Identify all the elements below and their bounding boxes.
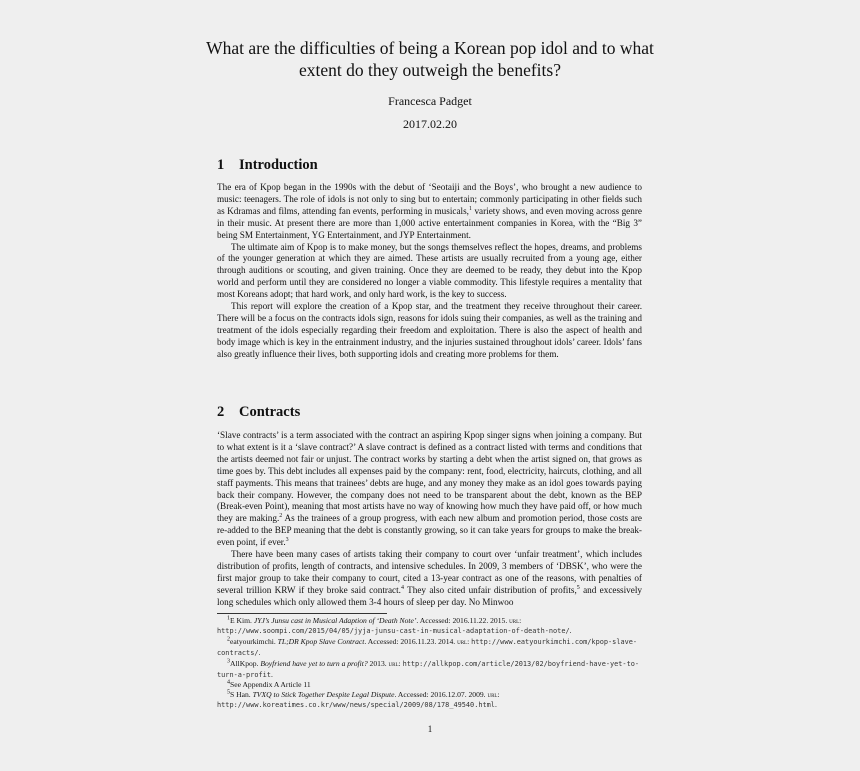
footnote-number: 2 (227, 636, 230, 643)
text-run: eatyourkimchi. (230, 636, 278, 646)
text-run: . (270, 669, 273, 679)
text-run: S Han. (230, 690, 253, 700)
text-run: AllKpop. (230, 658, 261, 668)
footnote-rule (217, 613, 387, 614)
citation-link[interactable]: http://www.koreatimes.co.kr/www/news/special/2009/08/178_49540.html (217, 701, 495, 710)
footnote (217, 616, 642, 637)
section-body-contracts (217, 430, 642, 609)
footnote (217, 659, 642, 681)
text-run: : (467, 636, 472, 646)
text-run: . Accessed: 2016.11.23. 2014. (364, 636, 458, 646)
citation-link[interactable]: http://allkpop.com/article/2013/02/boyfriend-have-yet-to-turn-a-profit (217, 659, 640, 679)
footnote-ref[interactable]: 2 (279, 513, 283, 520)
footnote-number: 3 (227, 658, 230, 665)
author-name: Francesca Padget (388, 94, 472, 108)
text-run: See Appendix (230, 680, 274, 690)
text-run: ‘Slave contracts’ is a term associated with the contract an aspiring Kpop singer signs when joining a company. But to what extent is it a ‘slave contract?’ A slave contract is defined as a contract listed with terms and conditions that the artists deemed not fair or unjust. The contract works by starting a debt when the artist signed on, that grows as time goes by. This debt includes all expenses paid by the company: rent, food, electricity, haircuts, clothing, and all staff payments. This means that trainees’ debts are huge, and any money they make as an idol goes towards paying back their company. However, the company does not need to be transparent about the debt, known as the BEP (Break-even Point), meaning that most artists have no way of knowing how much they have paid off, or how much they are making. (217, 430, 642, 524)
section-number: 2 (217, 404, 225, 420)
section-heading-introduction (217, 157, 318, 174)
footnote-ref[interactable]: 5 (576, 584, 580, 591)
footnote-ref[interactable]: 4 (400, 584, 404, 591)
footnote-ref[interactable]: 1 (468, 205, 472, 212)
footnote-number: 1 (227, 615, 230, 622)
footnote-number: 4 (227, 679, 230, 686)
text-run: : (398, 658, 403, 668)
footnote-ref[interactable]: 3 (285, 537, 289, 544)
paragraph (217, 182, 642, 242)
text-run: . Accessed: 2016.11.22. 2015. (416, 616, 510, 625)
text-run: E Kim. (230, 616, 254, 625)
section-number: 1 (217, 157, 225, 173)
footnotes (217, 616, 642, 711)
text-run: : (519, 616, 522, 625)
text-run: . Accessed: 2016.12.07. 2009. (394, 690, 488, 700)
text-run: As the trainees of a group progress, with each new album and promotion period, those costs are re-added to the BEP meaning that the debt is constantly growing, so it can take years for groups to make the break-even point, if ever. (217, 513, 642, 548)
text-run: : (497, 690, 500, 700)
footnote (217, 637, 642, 659)
text-run: 2013. (367, 658, 389, 668)
paper-title: What are the difficulties of being a Korean pop idol and to what extent do they outweigh the benefits? (206, 38, 654, 80)
text-run: A (273, 680, 279, 690)
footnote-number: 5 (227, 689, 230, 696)
citation-title: TVXQ to Stick Together Despite Legal Dispute (252, 690, 395, 700)
paragraph (217, 549, 642, 609)
text-run: The ultimate aim of Kpop is to make money, but the songs themselves reflect the hopes, dreams, and problems of the younger generation at which they are aimed. These artists are usually recruited from a young age, either through auditions or scouting, and given training. Once they are deemed to be ready, they debut into the Kpop world and perform until they are considered no longer a viable commodity. This lifestyle requires a mentality that most Koreans adopt; that hard work, and only hard work, is the key to success. (217, 241, 642, 300)
text-run: and excessively long schedules which only allowed them 3-4 hours of sleep per day. No Minwoo (217, 584, 642, 607)
text-run: Article 11 (278, 680, 311, 690)
url-label: url (457, 636, 468, 646)
citation-title: JYJ’s Junsu cast in Musical Adaption of ‘Death Note’ (253, 616, 417, 625)
section-heading-contracts (217, 404, 300, 421)
citation-link[interactable]: http://www.soompi.com/2015/04/05/jyja-junsu-cast-in-musical-adaptation-of-death-note/ (217, 626, 570, 635)
url-label: url (388, 658, 399, 668)
section-title: Contracts (239, 404, 301, 420)
paragraph (217, 301, 642, 361)
paper-date: 2017.02.20 (403, 117, 457, 131)
text-run: . (258, 647, 261, 657)
citation-title: TL;DR Kpop Slave Contract (277, 636, 365, 646)
url-label: url (509, 616, 520, 625)
section-body-introduction (217, 182, 642, 361)
section-title: Introduction (239, 157, 318, 173)
text-run: variety shows, and even moving across genre in their music. At present there are more than 1,000 active entertainment companies in Korea, with the “Big 3” being SM Entertainment, YG Entertainment, and JYP Entertainment. (217, 205, 642, 240)
text-run: They also cited unfair distribution of profits, (403, 584, 577, 595)
text-run: The era of Kpop began in the 1990s with the debut of ‘Seotaiji and the Boys’, who brought a new audience to music: teenagers. The role of idols is not only to sing but to entertain; commonly participating in other fields such as Kdramas and films, attending fan events, performing in musicals, (217, 182, 642, 216)
citation-title: Boyfriend have yet to turn a profit? (260, 658, 368, 668)
citation-link[interactable]: http://www.eatyourkimchi.com/kpop-slave-contracts/ (217, 637, 638, 657)
text-run: . (494, 700, 497, 710)
text-run: There have been many cases of artists taking their company to court over ‘unfair treatment’, which includes distribution of profits, length of contracts, and intensive schedules. In 2009, 3 members of ‘DBSK’, who were the first major group to take their company to court, cited a 13-year contract as one of the reasons, with penalties of several trillion KRW if they broke said contract. (217, 549, 642, 595)
url-label: url (487, 690, 498, 700)
footnote (217, 690, 642, 711)
footnote (217, 680, 642, 690)
paragraph (217, 242, 642, 302)
page-number: 1 (427, 724, 433, 734)
text-run: This report will explore the creation of a Kpop star, and the treatment they receive throughout their career. There will be a focus on the contracts idols sign, reasons for idols suing their companies, as well as the training and treatment of the idols especially regarding their freedom and exploitation. There is also the aspect of health and body image which is key in the entrainment industry, and the injuries sustained throughout idols’ career. Idols’ fans also greatly influence their lives, both supporting idols and creating more problems for them. (217, 301, 642, 359)
paragraph (217, 430, 642, 549)
text-run: . (569, 625, 572, 635)
